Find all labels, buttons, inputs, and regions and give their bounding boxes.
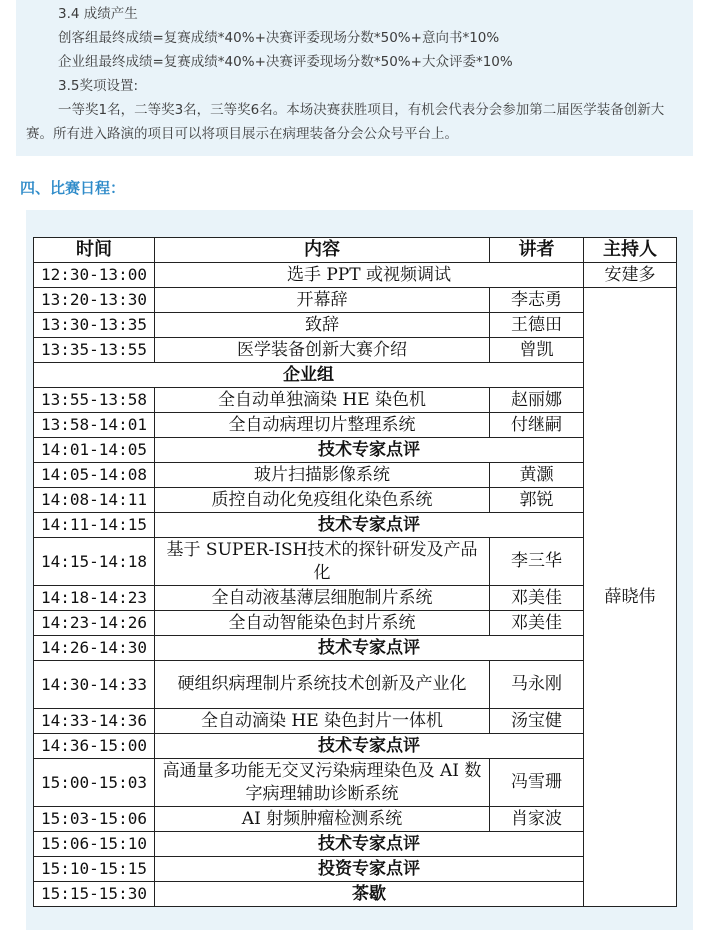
table-row xyxy=(34,313,677,338)
header-time: 时间 xyxy=(34,238,155,263)
time-cell: 14:23-14:26 xyxy=(34,611,155,636)
time-cell: 14:11-14:15 xyxy=(34,513,155,538)
speaker-cell: 王德田 xyxy=(490,313,584,338)
speaker-cell: 郭锐 xyxy=(490,488,584,513)
table-row xyxy=(34,388,677,413)
time-cell: 14:26-14:30 xyxy=(34,636,155,661)
content-cell: 全自动病理切片整理系统 xyxy=(155,413,490,438)
table-row xyxy=(34,857,677,882)
table-row xyxy=(34,832,677,857)
time-cell: 14:08-14:11 xyxy=(34,488,155,513)
content-cell: 技术专家点评 xyxy=(155,832,584,857)
time-cell: 14:30-14:33 xyxy=(34,661,155,709)
speaker-cell: 冯雪珊 xyxy=(490,759,584,807)
time-cell: 14:36-15:00 xyxy=(34,734,155,759)
group-row xyxy=(34,363,677,388)
content-cell: 全自动单独滴染 HE 染色机 xyxy=(155,388,490,413)
content-cell: 技术专家点评 xyxy=(155,438,584,463)
table-row xyxy=(34,288,677,313)
content-cell: 茶歇 xyxy=(155,882,584,907)
host-cell: 安建多 xyxy=(584,263,677,288)
heading-3-4: 3.4 成绩产生 xyxy=(58,6,138,22)
group-label: 企业组 xyxy=(34,363,584,388)
table-row xyxy=(34,709,677,734)
time-cell: 14:05-14:08 xyxy=(34,463,155,488)
time-cell: 14:18-14:23 xyxy=(34,586,155,611)
table-row xyxy=(34,463,677,488)
speaker-cell: 黄灏 xyxy=(490,463,584,488)
host-cell: 薛晓伟 xyxy=(584,288,677,907)
content-cell: 选手 PPT 或视频调试 xyxy=(155,263,584,288)
heading-3-5: 3.5奖项设置: xyxy=(58,78,139,94)
header-host: 主持人 xyxy=(584,238,677,263)
content-cell: 投资专家点评 xyxy=(155,857,584,882)
content-cell: 全自动滴染 HE 染色封片一体机 xyxy=(155,709,490,734)
content-cell: 技术专家点评 xyxy=(155,636,584,661)
time-cell: 15:15-15:30 xyxy=(34,882,155,907)
time-cell: 14:15-14:18 xyxy=(34,538,155,586)
time-cell: 14:01-14:05 xyxy=(34,438,155,463)
content-cell: 医学装备创新大赛介绍 xyxy=(155,338,490,363)
content-cell: 基于 SUPER-ISH技术的探针研发及产品化 xyxy=(155,538,490,586)
time-cell: 13:55-13:58 xyxy=(34,388,155,413)
table-row xyxy=(34,413,677,438)
content-cell: 全自动液基薄层细胞制片系统 xyxy=(155,586,490,611)
speaker-cell: 曾凯 xyxy=(490,338,584,363)
content-cell: 硬组织病理制片系统技术创新及产业化 xyxy=(155,661,490,709)
time-cell: 15:06-15:10 xyxy=(34,832,155,857)
header-speaker: 讲者 xyxy=(490,238,584,263)
table-header-row xyxy=(34,238,677,263)
content-cell: 技术专家点评 xyxy=(155,734,584,759)
table-row xyxy=(34,488,677,513)
table-row xyxy=(34,586,677,611)
schedule-table xyxy=(33,237,677,907)
awards-paragraph: 一等奖1名，二等奖3名，三等奖6名。本场决赛获胜项目，有机会代表分会参加第二届医学装备创新大赛。所有进入路演的项目可以将项目展示在病理装备分会公众号平台上。 xyxy=(26,102,665,142)
header-content: 内容 xyxy=(155,238,490,263)
chuangke-score-formula: 创客组最终成绩=复赛成绩*40%+决赛评委现场分数*50%+意向书*10% xyxy=(58,30,500,46)
speaker-cell: 邓美佳 xyxy=(490,611,584,636)
time-cell: 12:30-13:00 xyxy=(34,263,155,288)
content-cell: AI 射频肿瘤检测系统 xyxy=(155,807,490,832)
speaker-cell: 付继嗣 xyxy=(490,413,584,438)
content-cell: 高通量多功能无交叉污染病理染色及 AI 数字病理辅助诊断系统 xyxy=(155,759,490,807)
time-cell: 13:35-13:55 xyxy=(34,338,155,363)
speaker-cell: 赵丽娜 xyxy=(490,388,584,413)
content-cell: 致辞 xyxy=(155,313,490,338)
time-cell: 15:03-15:06 xyxy=(34,807,155,832)
table-row xyxy=(34,882,677,907)
speaker-cell: 马永刚 xyxy=(490,661,584,709)
qiye-score-formula: 企业组最终成绩=复赛成绩*40%+决赛评委现场分数*50%+大众评委*10% xyxy=(58,54,513,70)
speaker-cell: 邓美佳 xyxy=(490,586,584,611)
time-cell: 15:00-15:03 xyxy=(34,759,155,807)
scoring-section-box xyxy=(16,0,693,156)
table-row xyxy=(34,263,677,288)
table-row xyxy=(34,661,677,709)
content-cell: 技术专家点评 xyxy=(155,513,584,538)
table-row xyxy=(34,438,677,463)
speaker-cell: 李志勇 xyxy=(490,288,584,313)
table-row xyxy=(34,513,677,538)
content-cell: 开幕辞 xyxy=(155,288,490,313)
time-cell: 13:30-13:35 xyxy=(34,313,155,338)
content-cell: 全自动智能染色封片系统 xyxy=(155,611,490,636)
speaker-cell: 李三华 xyxy=(490,538,584,586)
content-cell: 质控自动化免疫组化染色系统 xyxy=(155,488,490,513)
schedule-heading: 四、比赛日程： xyxy=(20,179,126,197)
time-cell: 15:10-15:15 xyxy=(34,857,155,882)
time-cell: 14:33-14:36 xyxy=(34,709,155,734)
table-row xyxy=(34,807,677,832)
table-row xyxy=(34,538,677,586)
table-row xyxy=(34,611,677,636)
table-row xyxy=(34,759,677,807)
table-row xyxy=(34,338,677,363)
time-cell: 13:58-14:01 xyxy=(34,413,155,438)
speaker-cell: 汤宝健 xyxy=(490,709,584,734)
time-cell: 13:20-13:30 xyxy=(34,288,155,313)
speaker-cell: 肖家波 xyxy=(490,807,584,832)
content-cell: 玻片扫描影像系统 xyxy=(155,463,490,488)
table-row xyxy=(34,734,677,759)
table-row xyxy=(34,636,677,661)
